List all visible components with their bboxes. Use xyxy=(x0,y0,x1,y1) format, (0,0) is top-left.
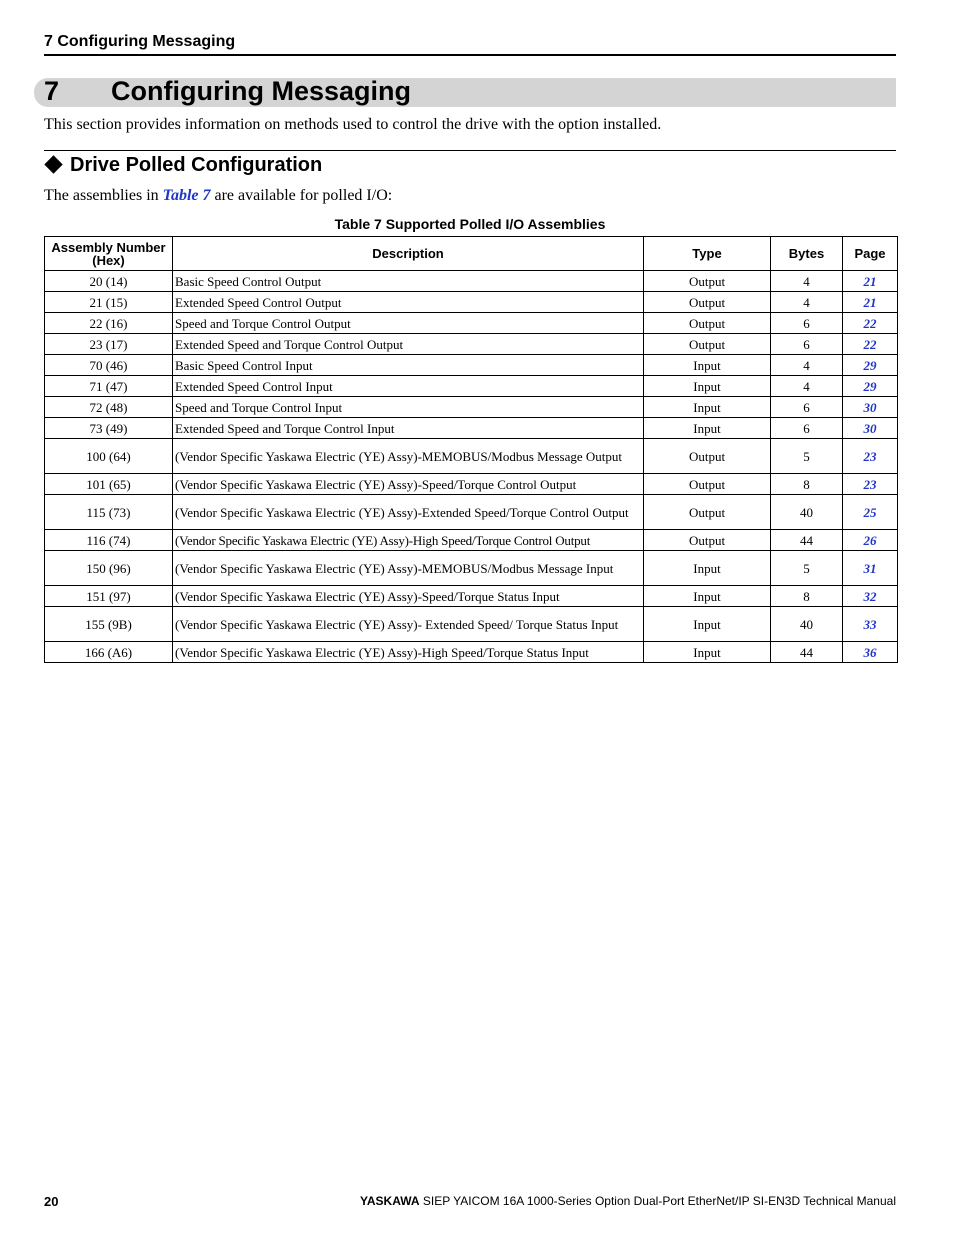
cell-assembly-number: 72 (48) xyxy=(45,397,173,418)
cell-description: Basic Speed Control Output xyxy=(173,271,644,292)
cell-type: Output xyxy=(644,530,771,551)
table-row xyxy=(45,334,898,355)
header-bytes: Bytes xyxy=(771,237,843,271)
chapter-title: Configuring Messaging xyxy=(111,76,411,106)
chapter-number: 7 xyxy=(44,76,60,106)
cell-assembly-number: 22 (16) xyxy=(45,313,173,334)
cell-assembly-number: 155 (9B) xyxy=(45,607,173,642)
cell-bytes: 44 xyxy=(771,530,843,551)
table-row xyxy=(45,495,898,530)
cell-bytes: 6 xyxy=(771,313,843,334)
cell-type: Input xyxy=(644,418,771,439)
cell-type: Input xyxy=(644,607,771,642)
footer-manual-title xyxy=(360,1194,896,1208)
cell-page-link[interactable]: 30 xyxy=(843,418,898,439)
cell-page-link[interactable]: 21 xyxy=(843,292,898,313)
cell-type: Output xyxy=(644,292,771,313)
cell-page-link[interactable]: 29 xyxy=(843,355,898,376)
table-link[interactable]: Table 7 xyxy=(162,187,211,204)
cell-assembly-number: 71 (47) xyxy=(45,376,173,397)
cell-assembly-number: 151 (97) xyxy=(45,586,173,607)
cell-bytes: 4 xyxy=(771,271,843,292)
cell-page-link[interactable]: 21 xyxy=(843,271,898,292)
cell-description: (Vendor Specific Yaskawa Electric (YE) Assy)-MEMOBUS/Modbus Message Input xyxy=(173,551,644,586)
cell-page-link[interactable]: 25 xyxy=(843,495,898,530)
page-number: 20 xyxy=(44,1194,59,1209)
table-caption: Table 7 Supported Polled I/O Assemblies xyxy=(334,216,606,232)
cell-page-link[interactable]: 32 xyxy=(843,586,898,607)
table-row xyxy=(45,418,898,439)
cell-type: Input xyxy=(644,397,771,418)
cell-bytes: 6 xyxy=(771,334,843,355)
table-row xyxy=(45,642,898,663)
cell-description: Basic Speed Control Input xyxy=(173,355,644,376)
cell-assembly-number: 23 (17) xyxy=(45,334,173,355)
cell-type: Output xyxy=(644,334,771,355)
cell-page-link[interactable]: 23 xyxy=(843,474,898,495)
intro-paragraph: This section provides information on methods used to control the drive with the option installed. xyxy=(44,116,662,133)
cell-bytes: 5 xyxy=(771,551,843,586)
cell-assembly-number: 70 (46) xyxy=(45,355,173,376)
cell-assembly-number: 116 (74) xyxy=(45,530,173,551)
table-row xyxy=(45,313,898,334)
cell-assembly-number: 166 (A6) xyxy=(45,642,173,663)
cell-type: Output xyxy=(644,313,771,334)
cell-assembly-number: 73 (49) xyxy=(45,418,173,439)
table-row xyxy=(45,271,898,292)
table-row xyxy=(45,355,898,376)
footer-brand: YASKAWA xyxy=(359,1194,420,1208)
cell-page-link[interactable]: 30 xyxy=(843,397,898,418)
cell-bytes: 8 xyxy=(771,474,843,495)
cell-type: Input xyxy=(644,586,771,607)
diamond-bullet-icon xyxy=(44,156,62,174)
cell-description: (Vendor Specific Yaskawa Electric (YE) Assy)-High Speed/Torque Control Output xyxy=(173,530,644,551)
cell-assembly-number: 20 (14) xyxy=(45,271,173,292)
section-divider xyxy=(44,150,896,151)
cell-description: (Vendor Specific Yaskawa Electric (YE) Assy)-High Speed/Torque Status Input xyxy=(173,642,644,663)
cell-type: Output xyxy=(644,439,771,474)
table-row xyxy=(45,397,898,418)
cell-assembly-number: 115 (73) xyxy=(45,495,173,530)
cell-description: Extended Speed and Torque Control Input xyxy=(173,418,644,439)
table-row xyxy=(45,439,898,474)
cell-bytes: 4 xyxy=(771,292,843,313)
cell-description: (Vendor Specific Yaskawa Electric (YE) Assy)-MEMOBUS/Modbus Message Output xyxy=(173,439,644,474)
section-paragraph xyxy=(44,187,392,205)
table-row xyxy=(45,530,898,551)
cell-description: Extended Speed and Torque Control Output xyxy=(173,334,644,355)
paragraph-text-after: are available for polled I/O: xyxy=(210,187,393,204)
table-row xyxy=(45,474,898,495)
cell-assembly-number: 150 (96) xyxy=(45,551,173,586)
cell-bytes: 8 xyxy=(771,586,843,607)
assemblies-table xyxy=(44,236,898,663)
cell-page-link[interactable]: 22 xyxy=(843,313,898,334)
cell-page-link[interactable]: 26 xyxy=(843,530,898,551)
cell-assembly-number: 100 (64) xyxy=(45,439,173,474)
cell-bytes: 5 xyxy=(771,439,843,474)
table-row xyxy=(45,586,898,607)
table-header-row xyxy=(45,237,898,271)
cell-type: Output xyxy=(644,474,771,495)
cell-description: (Vendor Specific Yaskawa Electric (YE) Assy)-Speed/Torque Control Output xyxy=(173,474,644,495)
header-page: Page xyxy=(843,237,898,271)
cell-type: Input xyxy=(644,551,771,586)
cell-bytes: 40 xyxy=(771,495,843,530)
table-row xyxy=(45,551,898,586)
header-type: Type xyxy=(644,237,771,271)
running-head: 7 Configuring Messaging xyxy=(44,33,896,56)
table-row xyxy=(45,607,898,642)
cell-type: Output xyxy=(644,271,771,292)
cell-page-link[interactable]: 22 xyxy=(843,334,898,355)
paragraph-text-before: The assemblies in xyxy=(44,187,163,204)
cell-description: Speed and Torque Control Output xyxy=(173,313,644,334)
section-heading xyxy=(44,154,322,177)
cell-page-link[interactable]: 31 xyxy=(843,551,898,586)
cell-description: Extended Speed Control Output xyxy=(173,292,644,313)
cell-description: Extended Speed Control Input xyxy=(173,376,644,397)
cell-bytes: 6 xyxy=(771,397,843,418)
cell-bytes: 6 xyxy=(771,418,843,439)
cell-bytes: 4 xyxy=(771,376,843,397)
header-description: Description xyxy=(173,237,644,271)
cell-page-link[interactable]: 36 xyxy=(843,642,898,663)
cell-type: Input xyxy=(644,376,771,397)
cell-page-link[interactable]: 23 xyxy=(843,439,898,474)
cell-description: (Vendor Specific Yaskawa Electric (YE) Assy)-Extended Speed/Torque Control Output xyxy=(173,495,644,530)
cell-type: Input xyxy=(644,642,771,663)
header-assembly-number: Assembly Number (Hex) xyxy=(45,237,173,271)
cell-description: (Vendor Specific Yaskawa Electric (YE) Assy)- Extended Speed/ Torque Status Input xyxy=(173,607,644,642)
cell-bytes: 40 xyxy=(771,607,843,642)
footer-manual-name: SIEP YAICOM 16A 1000-Series Option Dual-Port EtherNet/IP SI-EN3D Technical Manual xyxy=(419,1194,896,1208)
table-row xyxy=(45,292,898,313)
cell-page-link[interactable]: 33 xyxy=(843,607,898,642)
cell-description: (Vendor Specific Yaskawa Electric (YE) Assy)-Speed/Torque Status Input xyxy=(173,586,644,607)
cell-bytes: 4 xyxy=(771,355,843,376)
cell-bytes: 44 xyxy=(771,642,843,663)
cell-description: Speed and Torque Control Input xyxy=(173,397,644,418)
cell-type: Output xyxy=(644,495,771,530)
cell-page-link[interactable]: 29 xyxy=(843,376,898,397)
cell-assembly-number: 101 (65) xyxy=(45,474,173,495)
cell-assembly-number: 21 (15) xyxy=(45,292,173,313)
section-title: Drive Polled Configuration xyxy=(70,154,323,176)
table-row xyxy=(45,376,898,397)
cell-type: Input xyxy=(644,355,771,376)
